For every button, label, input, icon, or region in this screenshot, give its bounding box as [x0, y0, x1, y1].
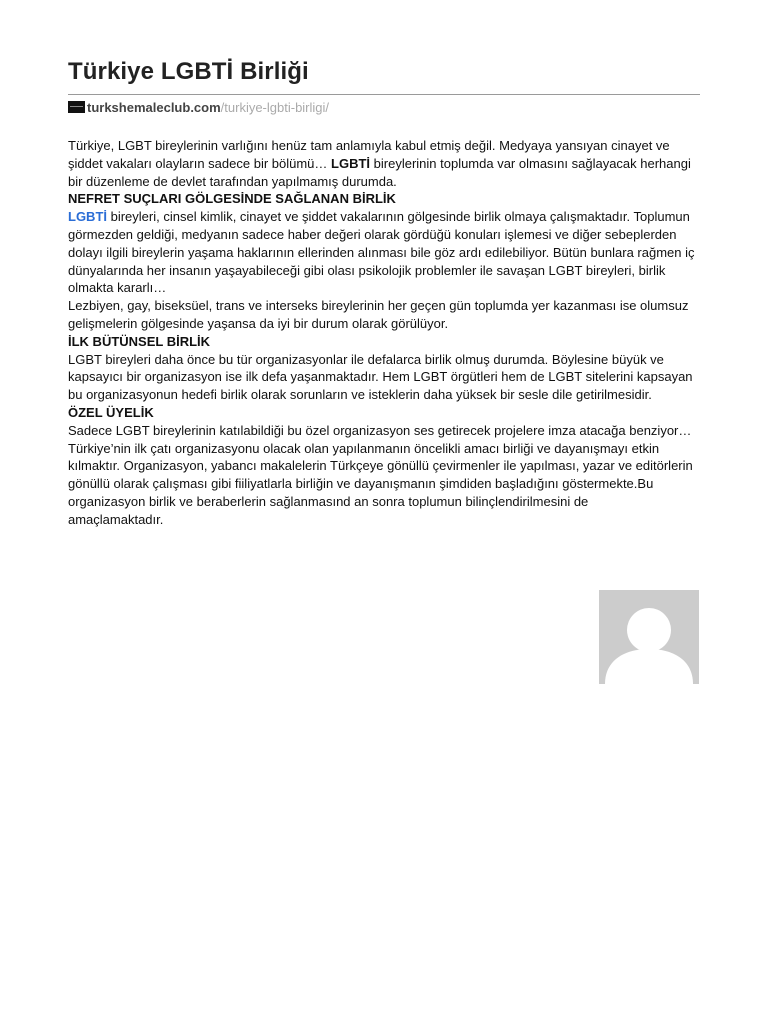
paragraph-nefret: [68, 208, 700, 297]
article-body: [68, 137, 700, 529]
paragraph-birlik: LGBT bireyleri daha önce bu tür organizasyonlar ile defalarca birlik olmuş durumda. Böylesine büyük ve kapsayıcı bir organizasyon ise ilk defa yaşanmaktadır. Hem LGBT örgütleri hem de LGBT sitelerini kapsayan bu organizasyonun hedefi birlik olarak sorunların ve isteklerin daha yüksek bir sesle dile getirilmesidir.: [68, 351, 693, 403]
default-avatar-icon: [599, 590, 699, 684]
paragraph-lgbt-communities: Lezbiyen, gay, biseksüel, trans ve interseks bireylerinin her geçen gün toplumda yer kazanması ise olumsuz gelişmelerin gölgesinde yaşansa da iyi bir durum olarak görülüyor.: [68, 298, 689, 331]
paragraph-intro: [68, 137, 700, 190]
site-favicon-icon: [68, 101, 85, 113]
paragraph-uyelik: Sadece LGBT bireylerinin katılabildiği bu özel organizasyon ses getirecek projelere imza atacağa benziyor… Türkiye’nin ilk çatı organizasyonu olacak olan yapılanmanın öncelikli amacı birliği ve dayanışmayı etkin kılmaktır. Organizasyon, yabancı makalelerin Türkçeye gönüllü çevirmenler ile yapılması, yazar ve editörlerin gönüllü olarak çalışması gibi fiiliyatlarla birliğin ve dayanışmanın şimdiden başladığını göstermekte.Bu organizasyon birlik ve beraberlerin sağlanmasınd an sonra toplumun bilinçlendirilmesini de: [68, 422, 693, 509]
source-path[interactable]: /turkiye-lgbti-birligi/: [220, 99, 330, 115]
avatar-head: [627, 608, 671, 652]
paragraph-nefret-text: bireyleri, cinsel kimlik, cinayet ve şiddet vakalarının gölgesinde birlik olmaya çalışmaktadır. Toplumun görmezden geldiği, medyanın sadece haber değeri olarak gördüğü konuları işlemesi ve diğer sebeplerden dolayı ilgili bireylerin yaşama haklarının ellerinden alınması bile göz ardı edilebiliyor. Bütün bunlara rağmen iç dünyalarında her insanın yaşayabileceği gibi olası psikolojik problemler ile savaşan LGBT bireyleri, birlik olmakta kararlı…: [68, 209, 695, 296]
paragraph-intro-bold: LGBTİ: [331, 155, 371, 171]
page-title: Türkiye LGBTİ Birliği: [68, 58, 309, 85]
title-divider: [68, 94, 700, 95]
section-heading-nefret: NEFRET SUÇLARI GÖLGESİNDE SAĞLANAN BİRLİK: [68, 191, 396, 207]
section-heading-birlik: İLK BÜTÜNSEL BİRLİK: [68, 333, 211, 349]
source-domain[interactable]: turkshemaleclub.com: [87, 99, 221, 115]
paragraph-intro-text-b: bireylerinin toplumda var olmasını sağlayacak herhangi bir düzenleme de devlet tarafından yapılmamış durumda.: [68, 155, 691, 189]
source-url[interactable]: [68, 99, 329, 115]
section-heading-uyelik: ÖZEL ÜYELİK: [68, 404, 154, 420]
paragraph-intro-text-a: Türkiye, LGBT bireylerinin varlığını henüz tam anlamıyla kabul etmiş değil. Medyaya yansıyan cinayet ve şiddet vakaları olayların sadece bir bölümü…: [68, 138, 670, 171]
paragraph-uyelik-end: amaçlamaktadır.: [68, 511, 164, 527]
avatar-shoulders: [605, 649, 693, 684]
avatar-silhouette: [599, 590, 699, 684]
lgbti-link[interactable]: LGBTİ: [68, 209, 107, 225]
